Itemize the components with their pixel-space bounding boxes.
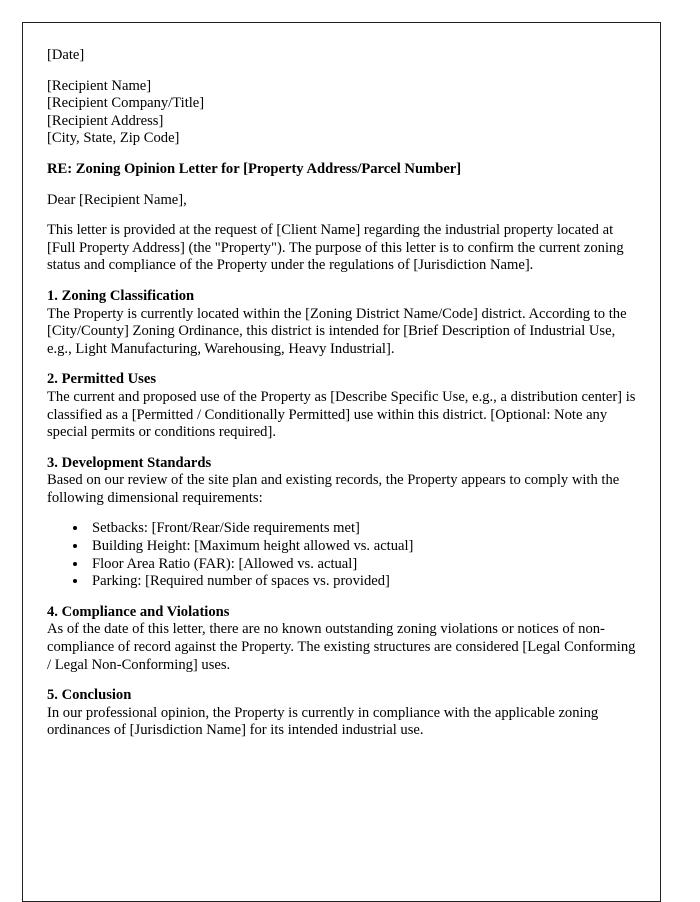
section-heading-compliance-and-violations: 4. Compliance and Violations — [47, 603, 230, 620]
recipient-city-state-zip-line: [City, State, Zip Code] — [47, 130, 180, 147]
re-subject-line: RE: Zoning Opinion Letter for [Property Address/Parcel Number] — [47, 160, 462, 177]
section-heading-permitted-uses: 2. Permitted Uses — [47, 371, 157, 388]
date-line: [Date] — [47, 47, 85, 63]
recipient-company-line: [Recipient Company/Title] — [47, 95, 205, 112]
dimensional-requirements-list — [47, 520, 636, 590]
list-item: • Setbacks: [Front/Rear/Side requirements met] — [88, 520, 636, 538]
section-heading-zoning-classification: 1. Zoning Classification — [47, 287, 195, 304]
section-body-permitted-uses: The current and proposed use of the Property as [Describe Specific Use, e.g., a distribution center] is classified as a [Permitted / Conditionally Permitted] use within this district. [Optional: Note any special permits or conditions required]. — [47, 388, 636, 441]
list-item: • Floor Area Ratio (FAR): [Allowed vs. actual] — [88, 556, 636, 574]
list-item: • Parking: [Required number of spaces vs. provided] — [88, 573, 636, 591]
letter-body — [47, 47, 636, 740]
section-body-compliance-and-violations: As of the date of this letter, there are no known outstanding zoning violations or notices of non-compliance of record against the Property. The existing structures are considered [Legal Conforming / Legal Non-Conforming] uses. — [47, 621, 636, 673]
recipient-address-line: [Recipient Address] — [47, 112, 164, 129]
list-item: • Building Height: [Maximum height allowed vs. actual] — [88, 538, 636, 556]
section-body-zoning-classification: The Property is currently located within the [Zoning District Name/Code] district. According to the [City/County] Zoning Ordinance, this district is intended for [Brief Description of Industrial Use, e.g., Light Manufacturing, Warehousing, Heavy Industrial]. — [47, 305, 627, 357]
intro-paragraph: This letter is provided at the request of [Client Name] regarding the industrial property located at [Full Property Address] (the "Property"). The purpose of this letter is to confirm the current zoning status and compliance of the Property under the regulations of [Jurisdiction Name]. — [47, 222, 624, 274]
salutation: Dear [Recipient Name], — [47, 191, 187, 208]
section-body-development-standards: Based on our review of the site plan and existing records, the Property appears to comply with the following dimensional requirements: — [47, 472, 620, 506]
recipient-name-line: [Recipient Name] — [47, 77, 152, 94]
section-heading-development-standards: 3. Development Standards — [47, 454, 212, 471]
section-heading-conclusion: 5. Conclusion — [47, 687, 132, 704]
recipient-address-block — [47, 78, 636, 148]
document-page — [22, 22, 661, 902]
section-body-conclusion: In our professional opinion, the Property is currently in compliance with the applicable zoning ordinances of [Jurisdiction Name] for its intended industrial use. — [47, 704, 599, 739]
